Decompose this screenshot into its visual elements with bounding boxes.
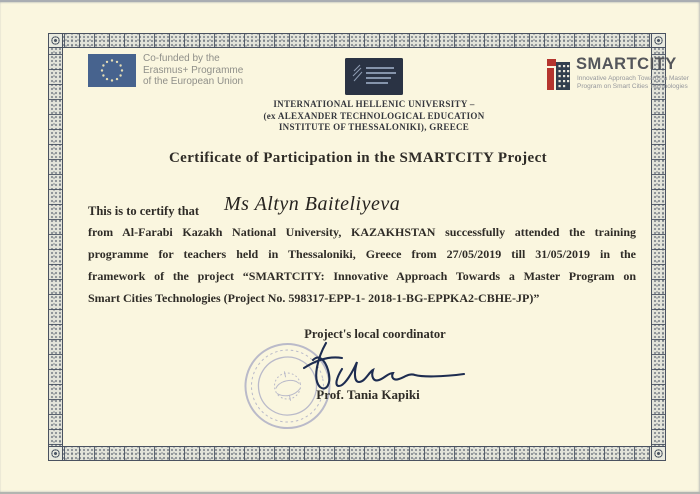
eu-funding-text xyxy=(143,53,243,88)
university-name-line: INSTITUTE OF THESSALONIKI), GREECE xyxy=(278,122,470,132)
recipient-name: Ms Altyn Baiteliyeva xyxy=(224,193,401,215)
border-corner-bottom-right xyxy=(651,446,666,461)
certificate-title: Certificate of Participation in the SMARTCITY Project xyxy=(168,150,548,166)
university-name-line: INTERNATIONAL HELLENIC UNIVERSITY – xyxy=(273,99,475,109)
border-corner-bottom-left xyxy=(48,446,63,461)
ornate-border-left xyxy=(48,33,63,461)
eu-funding-line: Co-funded by the xyxy=(143,53,220,64)
ornate-border-bottom xyxy=(48,446,666,461)
border-corner-top-right xyxy=(651,33,666,48)
smartcity-wordmark: SMARTCITY xyxy=(576,55,677,73)
ornate-border-top xyxy=(48,33,666,48)
university-name xyxy=(214,99,534,134)
eu-flag-icon xyxy=(88,54,136,92)
coordinator-role-label: Project's local coordinator xyxy=(304,327,446,341)
body-text-line: framework of the project “SMARTCITY: Innovative Approach Towards a Master Program on xyxy=(88,269,636,283)
body-text-line: programme for teachers held in Thessaloniki, Greece from 27/05/2019 till 31/05/2019 in the xyxy=(88,247,636,261)
eu-funding-line: Erasmus+ Programme xyxy=(143,64,244,76)
certify-label: This is to certify that xyxy=(88,204,200,218)
body-text-line: Smart Cities Technologies (Project No. 598317-EPP-1- 2018-1-BG-EPPKA2-CBHE-JP)” xyxy=(88,291,540,305)
smartcity-tagline-line: Innovative Approach Towards a Master xyxy=(577,75,689,82)
eu-funding-line: of the European Union xyxy=(143,76,244,87)
signer-name: Prof. Tania Kapiki xyxy=(316,387,420,402)
university-name-line: (ex ALEXANDER TECHNOLOGICAL EDUCATION xyxy=(263,110,485,121)
border-corner-top-left xyxy=(48,33,63,48)
university-logo xyxy=(345,58,403,100)
smartcity-logo-icon xyxy=(546,56,573,97)
smartcity-tagline xyxy=(577,75,689,90)
scan-edge-top xyxy=(0,0,700,2)
ornate-border-right xyxy=(651,33,666,461)
body-text-line: from Al-Farabi Kazakh National University, KAZAKHSTAN successfully attended the training xyxy=(88,225,636,239)
smartcity-tagline-line: Program on Smart Cities Technologies xyxy=(577,82,688,90)
